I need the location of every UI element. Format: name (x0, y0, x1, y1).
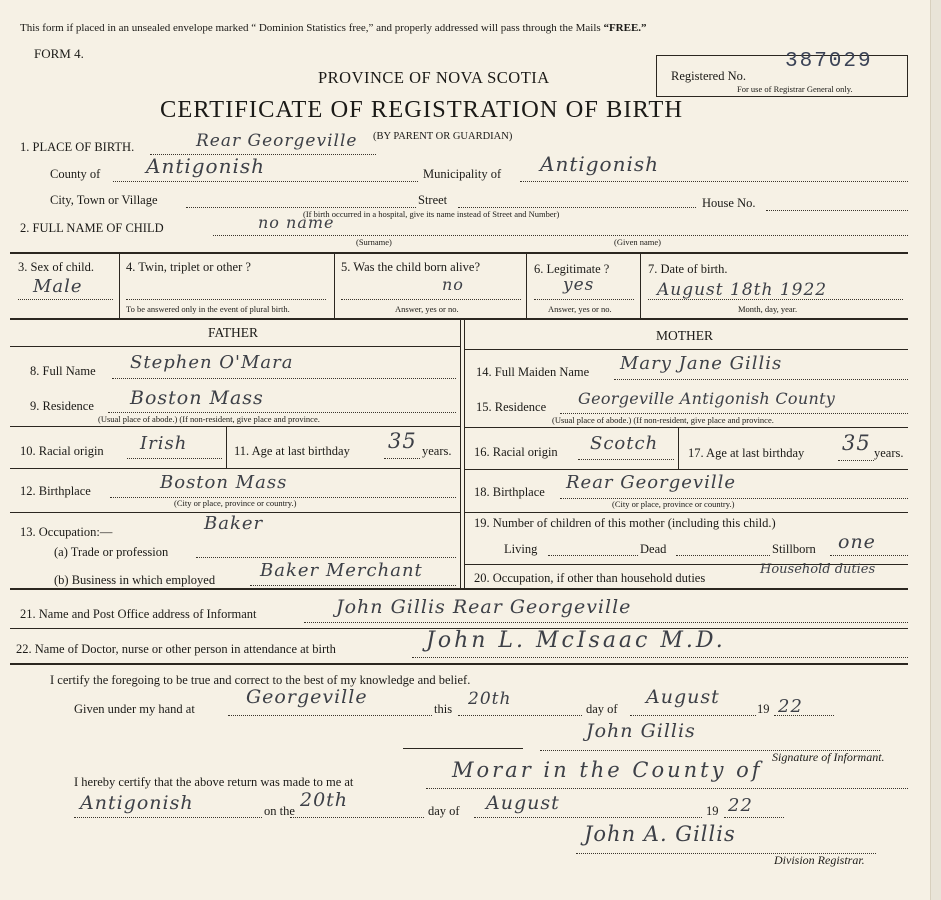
registrar-text: I hereby certify that the above return was made to me at (74, 775, 354, 789)
twin-label: 4. Twin, triplet or other ? (126, 260, 251, 274)
given-month-value: August (646, 686, 720, 708)
county-label: County of (50, 167, 101, 181)
mother-occupation-label: 20. Occupation, if other than household duties (474, 571, 706, 585)
birth-date-note: Month, day, year. (738, 304, 798, 314)
registered-note: For use of Registrar General only. (737, 84, 853, 94)
mother-heading: MOTHER (656, 328, 713, 343)
mother-stillborn-label: Stillborn (772, 542, 816, 556)
informant-signature-label: Signature of Informant. (772, 750, 885, 764)
mother-name-value: Mary Jane Gillis (620, 353, 783, 374)
father-residence-note: (Usual place of abode.) (If non-resident, give place and province. (98, 414, 320, 424)
birth-date-value: August 18th 1922 (657, 280, 828, 300)
house-label: House No. (702, 196, 756, 210)
certify-text: I certify the foregoing to be true and correct to the best of my knowledge and belief. (50, 673, 471, 687)
registered-number: 387029 (785, 50, 873, 73)
postal-notice-free: “FREE.” (603, 22, 647, 34)
municipality-value: Antigonish (540, 152, 660, 176)
father-birthplace-note: (City or place, province or country.) (174, 498, 297, 508)
registrar-county-value: Antigonish (80, 792, 194, 814)
given-year-value: 22 (778, 696, 803, 717)
mother-occupation-value: Household duties (760, 562, 876, 577)
form-number: FORM 4. (34, 46, 84, 61)
father-racial-label: 10. Racial origin (20, 444, 104, 458)
informant-value: John Gillis Rear Georgeville (336, 596, 632, 618)
place-of-birth-label: 1. PLACE OF BIRTH. (20, 140, 135, 154)
province-heading: PROVINCE OF NOVA SCOTIA (318, 68, 550, 87)
father-name-label: 8. Full Name (30, 364, 96, 378)
alive-value: no (442, 275, 464, 294)
given-year-prefix: 19 (757, 702, 770, 716)
registrar-year-value: 22 (728, 795, 753, 816)
registrar-signature-label: Division Registrar. (774, 853, 865, 867)
child-name-value: no name (258, 213, 335, 232)
mother-children-label: 19. Number of children of this mother (including this child.) (474, 516, 776, 530)
twin-note: To be answered only in the event of plural birth. (126, 304, 290, 314)
doctor-value: John L. McIsaac M.D. (426, 628, 726, 653)
mother-dead-label: Dead (640, 542, 667, 556)
street-label: Street (418, 193, 448, 207)
mother-residence-label: 15. Residence (476, 400, 547, 414)
county-value: Antigonish (146, 154, 266, 178)
by-parent-note: (BY PARENT OR GUARDIAN) (373, 131, 513, 142)
given-name-label: (Given name) (614, 237, 661, 247)
father-residence-value: Boston Mass (130, 387, 264, 409)
mother-racial-label: 16. Racial origin (474, 445, 558, 459)
registrar-day-value: 20th (300, 789, 349, 811)
father-occupation-value: Baker (204, 513, 264, 534)
mother-residence-note: (Usual place of abode.) (If non-resident, give place and province. (552, 415, 774, 425)
city-label: City, Town or Village (50, 193, 158, 207)
registered-box (656, 50, 908, 97)
father-racial-value: Irish (140, 433, 188, 454)
father-occupation-label: 13. Occupation:— (20, 525, 113, 539)
father-age-value: 35 (388, 429, 417, 453)
day-of-label: day of (586, 702, 618, 716)
mother-residence-value: Georgeville Antigonish County (578, 389, 836, 408)
mother-birthplace-label: 18. Birthplace (474, 485, 545, 499)
mother-birthplace-value: Rear Georgeville (566, 472, 737, 493)
mother-living-label: Living (504, 542, 538, 556)
mother-birthplace-note: (City or place, province or country.) (612, 499, 735, 509)
father-residence-label: 9. Residence (30, 399, 94, 413)
given-day-value: 20th (468, 689, 512, 709)
postal-notice-text: This form if placed in an unsealed envelope marked “ Dominion Statistics free,” and properly addressed will pass through the Mails (20, 22, 601, 34)
place-of-birth-value: Rear Georgeville (196, 131, 358, 151)
father-heading: FATHER (208, 325, 259, 340)
surname-label: (Surname) (356, 237, 392, 247)
mother-age-label: 17. Age at last birthday (688, 446, 805, 460)
mother-racial-value: Scotch (590, 433, 659, 454)
registered-label: Registered No. (671, 69, 746, 83)
legitimate-value: yes (563, 275, 595, 295)
legitimate-note: Answer, yes or no. (548, 304, 612, 314)
mother-age-value: 35 (842, 431, 871, 455)
father-age-label: 11. Age at last birthday (234, 444, 350, 458)
mother-stillborn-value: one (838, 531, 876, 553)
registrar-month-value: August (486, 792, 560, 814)
registrar-year-prefix: 19 (706, 804, 719, 818)
mother-name-label: 14. Full Maiden Name (476, 365, 590, 379)
father-birthplace-label: 12. Birthplace (20, 484, 91, 498)
mother-years-label: years. (874, 446, 904, 460)
father-years-label: years. (422, 444, 452, 458)
informant-label: 21. Name and Post Office address of Informant (20, 607, 257, 621)
given-under-label: Given under my hand at (74, 702, 195, 716)
this-label: this (434, 702, 453, 716)
sex-value: Male (33, 276, 83, 297)
alive-note: Answer, yes or no. (395, 304, 459, 314)
registrar-signature: John A. Gillis (584, 822, 736, 846)
registrar-place-value: Morar in the County of (452, 758, 763, 782)
informant-signature: John Gillis (586, 720, 696, 742)
father-business-value: Baker Merchant (260, 560, 423, 581)
father-name-value: Stephen O'Mara (130, 352, 294, 373)
street-note: (If birth occurred in a hospital, give its name instead of Street and Number) (303, 209, 560, 219)
certificate-title: CERTIFICATE OF REGISTRATION OF BIRTH (160, 96, 684, 123)
birth-date-label: 7. Date of birth. (648, 262, 728, 276)
alive-label: 5. Was the child born alive? (341, 260, 481, 274)
sex-label: 3. Sex of child. (18, 260, 95, 274)
doctor-label: 22. Name of Doctor, nurse or other person in attendance at birth (16, 642, 336, 656)
father-business-label: (b) Business in which employed (54, 573, 216, 587)
father-birthplace-value: Boston Mass (160, 472, 288, 493)
registrar-day-of-label: day of (428, 804, 460, 818)
on-the-label: on the (264, 804, 295, 818)
municipality-label: Municipality of (423, 167, 502, 181)
child-name-label: 2. FULL NAME OF CHILD (20, 221, 164, 235)
legitimate-label: 6. Legitimate ? (534, 262, 610, 276)
given-place-value: Georgeville (246, 686, 368, 708)
postal-notice (20, 22, 647, 34)
father-trade-label: (a) Trade or profession (54, 545, 169, 559)
